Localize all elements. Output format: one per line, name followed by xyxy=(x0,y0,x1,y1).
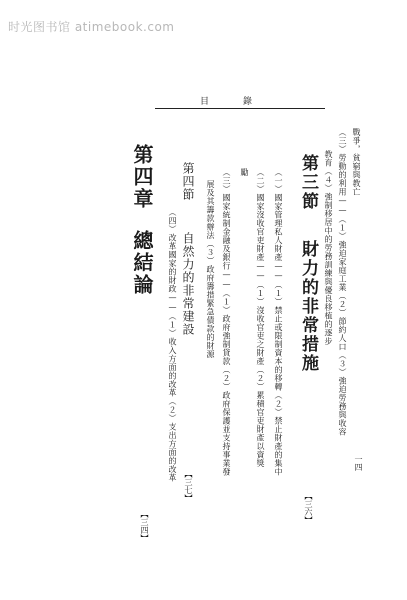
toc-entry: 教育（４）強制移居中的勞務訓練與優良移植的逐步 xyxy=(324,150,333,346)
chapter-heading: 第四章 xyxy=(130,144,154,210)
toc-entry: 展及其籌款辦法（３）政府籌措緊急債款的財源 xyxy=(206,180,215,359)
chapter-title: 總結論 xyxy=(130,230,154,296)
section-heading: 第三節 xyxy=(298,154,318,211)
watermark: 时光图书馆 atimebook.com xyxy=(8,20,175,34)
running-title: 戰爭，貧窮與教亡 xyxy=(352,128,361,196)
toc-entry: （二）國家沒收官吏財產——（１）沒收官吏之財產（２）累積官吏財產以資獎 xyxy=(256,168,265,468)
section-page-ref: 【三六】 xyxy=(304,492,313,524)
header-right: 錄 xyxy=(243,97,253,107)
section-page-ref: 【三七】 xyxy=(184,470,193,502)
toc-entry: （一）國家管理私人財產——（１）禁止或限制資本的移轉（２）禁止財產的集中 xyxy=(274,168,283,476)
page-header xyxy=(200,94,252,107)
chapter-page-ref: 【三四】 xyxy=(140,510,149,542)
toc-entry: （四）改革國家的財政——（１）收入方面的改革（２）支出方面的改革 xyxy=(168,208,177,482)
page-number: 一四 xyxy=(354,455,363,471)
page xyxy=(60,70,363,550)
section-title: 財力的非常措施 xyxy=(298,240,318,373)
section-title: 自然力的非常建設 xyxy=(181,232,195,336)
toc-entry: （三）勞動的利用——（１）強迫家庭工業（２）節約人口（３）強迫勞務與收容 xyxy=(338,128,347,436)
toc-entry: （三）國家統制金融及銀行——（１）政府強制貸款（２）政府保護並支持事業發 xyxy=(222,168,231,476)
header-rule xyxy=(155,108,325,109)
section-heading: 第四節 xyxy=(181,162,195,201)
toc-entry: 勵 xyxy=(240,168,249,177)
header-left: 目 xyxy=(200,97,210,107)
